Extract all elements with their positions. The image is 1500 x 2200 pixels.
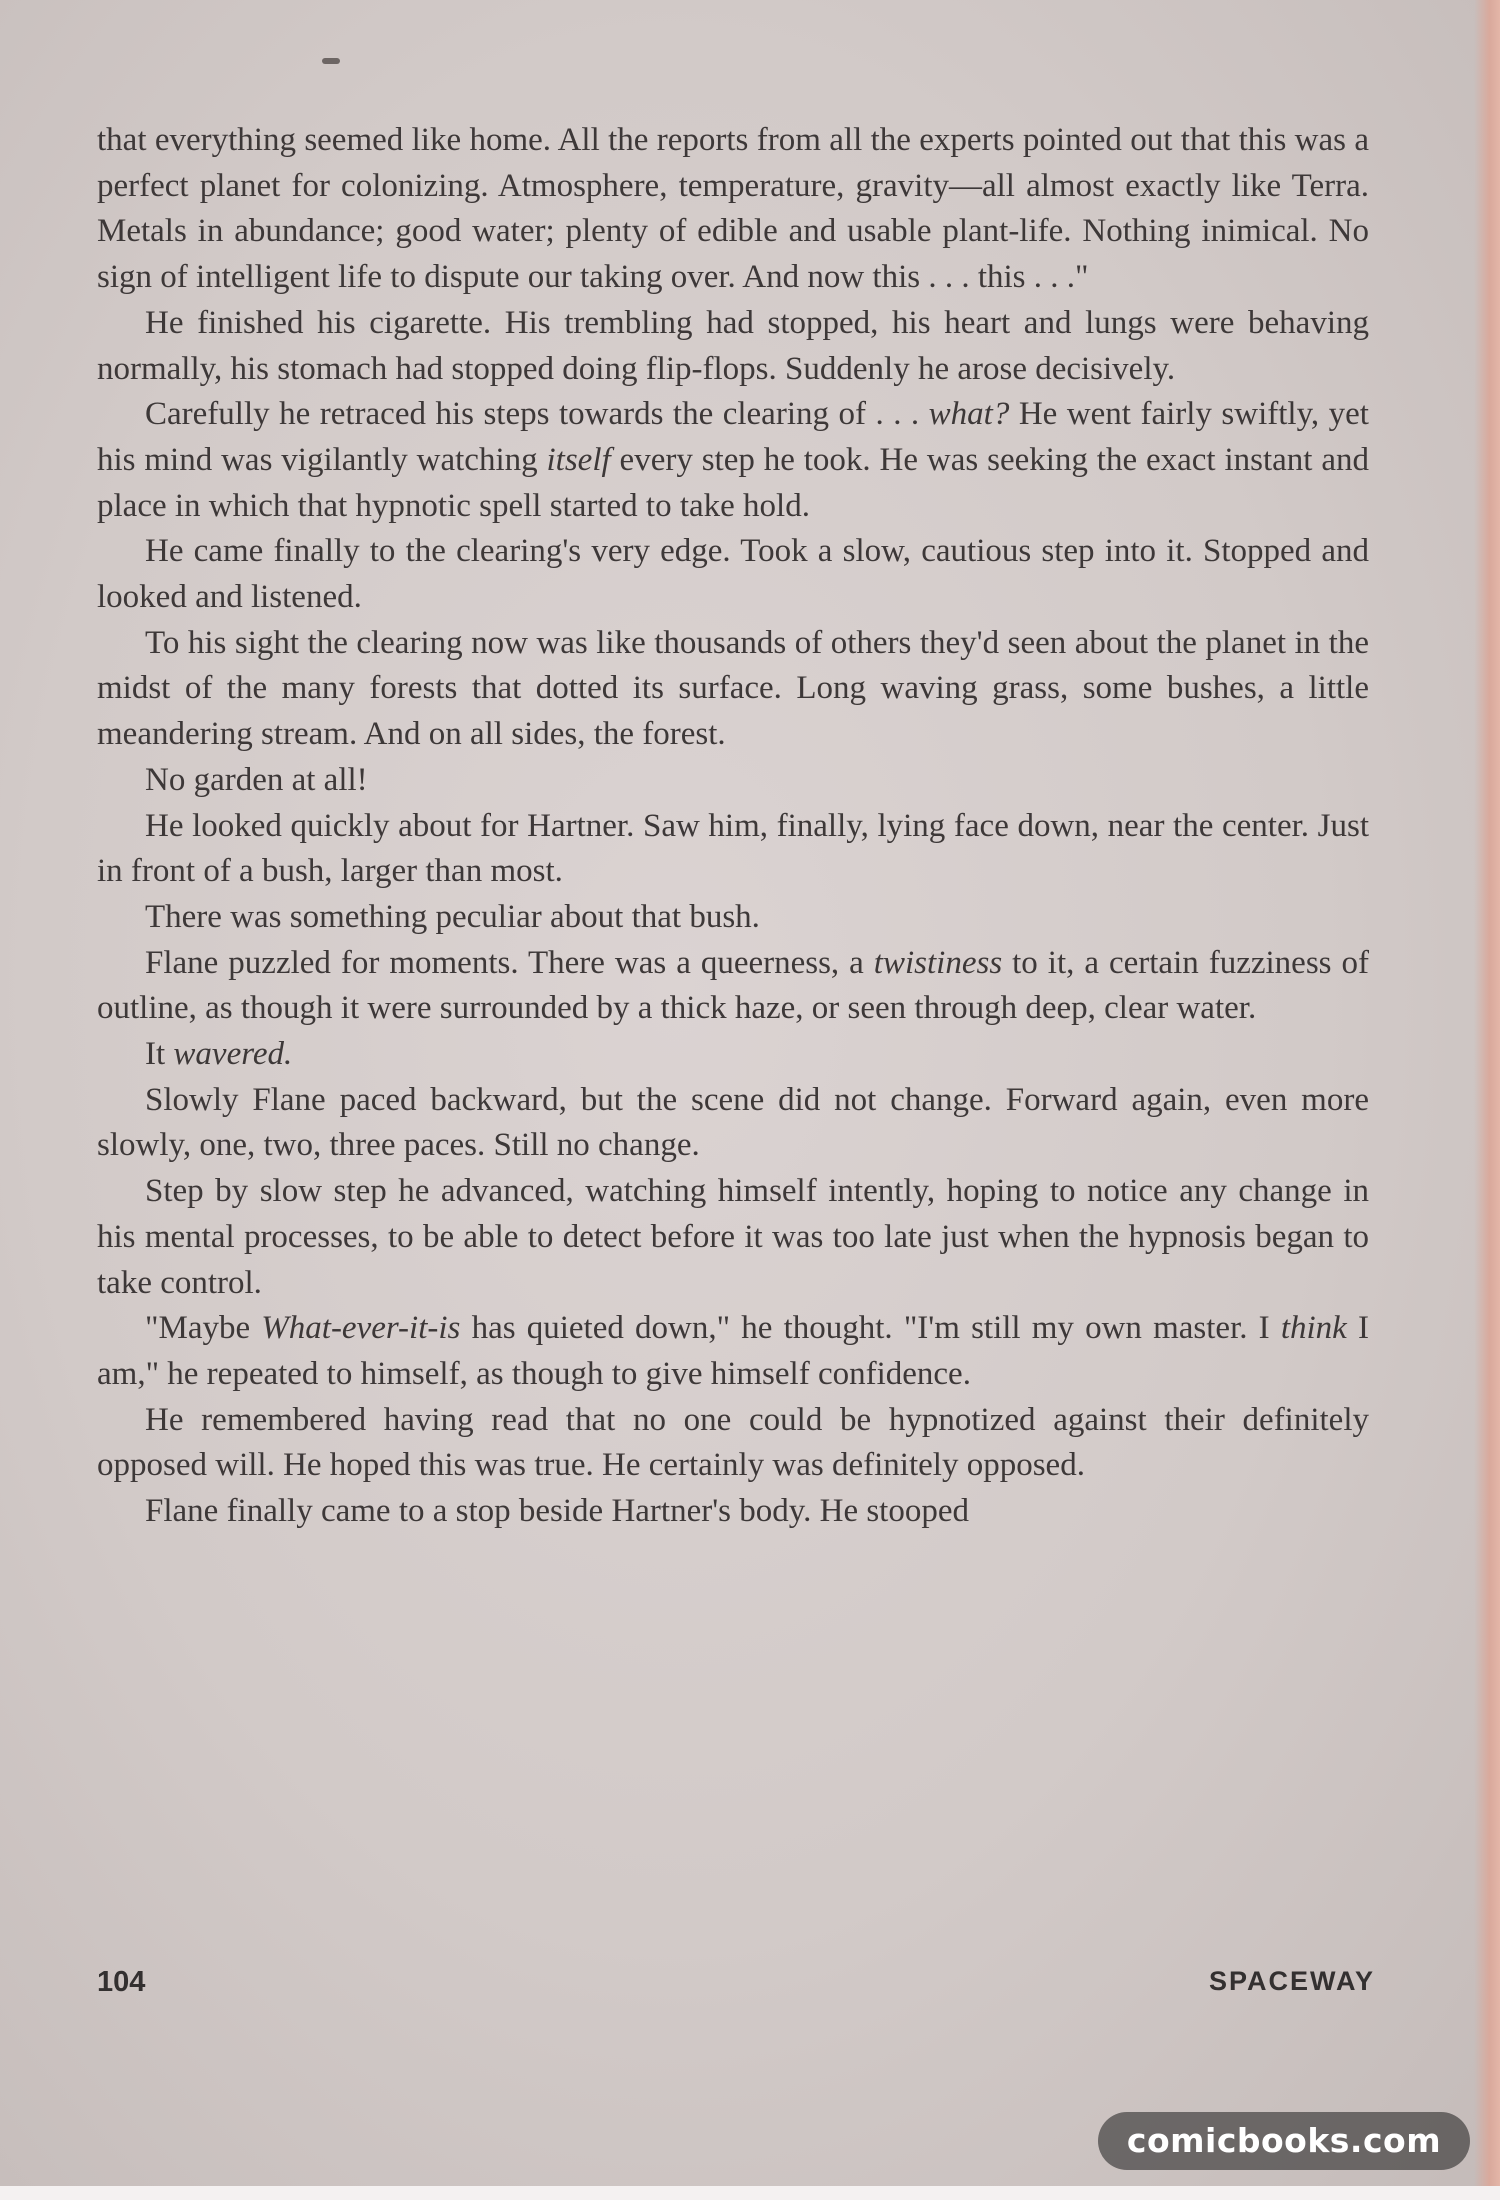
text-run: has quieted down," he thought. "I'm still my own master. I (460, 1310, 1281, 1347)
page-footer (97, 1966, 1375, 2006)
text-run: I am," he repeated to himself, as though to give himself confidence. (97, 1310, 1369, 1392)
paragraph: He looked quickly about for Hartner. Saw him, finally, lying face down, near the center. Just in front of a bush, larger than most. (97, 807, 1369, 890)
italic-text: itself (546, 441, 611, 478)
paragraph: No garden at all! (145, 761, 368, 798)
paragraph: Step by slow step he advanced, watching himself intently, hoping to notice any change in his mental processes, to be able to detect before it was too late just when the hypnosis began to take control. (97, 1173, 1369, 1301)
paragraph: To his sight the clearing now was like thousands of others they'd seen about the planet in the midst of the many forests that dotted its surface. Long waving grass, some bushes, a little meandering stream. And on all sides, the forest. (97, 624, 1369, 753)
italic-text: What-ever-it-is (261, 1310, 461, 1347)
text-run: Carefully he retraced his steps towards the clearing of . . . (145, 396, 929, 433)
italic-text: twistiness (873, 944, 1003, 981)
paragraph: He remembered having read that no one could be hypnotized against their definitely opposed will. He hoped this was true. He certainly was definitely opposed. (97, 1401, 1369, 1484)
running-head: SPACEWAY (1208, 1966, 1375, 1996)
italic-text: wavered. (173, 1036, 293, 1073)
paragraph: Slowly Flane paced backward, but the scene did not change. Forward again, even more slowly, one, two, three paces. Still no change. (97, 1081, 1369, 1164)
paragraph (97, 1032, 1369, 1078)
paragraph: that everything seemed like home. All the reports from all the experts pointed out that this was a perfect planet for colonizing. Atmosphere, temperature, gravity—all almost exactly like Terra. Metals in abundance; good water; plenty of edible and usable plant-life. Nothing inimical. No sign of intelligent life to dispute our taking over. And now this . . . this . . ." (97, 122, 1369, 296)
paragraph: He came finally to the clearing's very edge. Took a slow, cautious step into it. Stopped and looked and listened. (97, 533, 1369, 616)
story-text (97, 118, 1369, 1535)
italic-text: what? (928, 396, 1010, 433)
page-edge-shadow (1474, 0, 1500, 2200)
text-run: Flane puzzled for moments. There was a queerness, a (145, 944, 874, 981)
paragraph (97, 941, 1369, 1032)
italic-text: think (1280, 1310, 1347, 1347)
text-run: He went fairly swiftly, yet his mind was vigilantly watching (97, 396, 1369, 478)
paragraph: He finished his cigarette. His trembling had stopped, his heart and lungs were behaving normally, his stomach had stopped doing flip-flops. Suddenly he arose decisively. (97, 304, 1369, 387)
print-speck (322, 58, 340, 64)
paragraph: There was something peculiar about that bush. (145, 898, 760, 935)
text-run: to it, a certain fuzziness of outline, as though it were surrounded by a thick haze, or seen through deep, clear water. (97, 944, 1369, 1027)
text-run: every step he took. He was seeking the exact instant and place in which that hypnotic spell started to take hold. (97, 441, 1369, 524)
scan-bottom-edge (0, 2186, 1500, 2200)
page-number: 104 (97, 1966, 146, 1998)
paragraph: Flane finally came to a stop beside Hartner's body. He stooped (145, 1493, 970, 1530)
text-run: "Maybe (145, 1310, 262, 1347)
text-run: It (145, 1036, 174, 1073)
watermark: comicbooks.com (1098, 2112, 1470, 2170)
paragraph (97, 392, 1369, 529)
paragraph (97, 1306, 1369, 1397)
